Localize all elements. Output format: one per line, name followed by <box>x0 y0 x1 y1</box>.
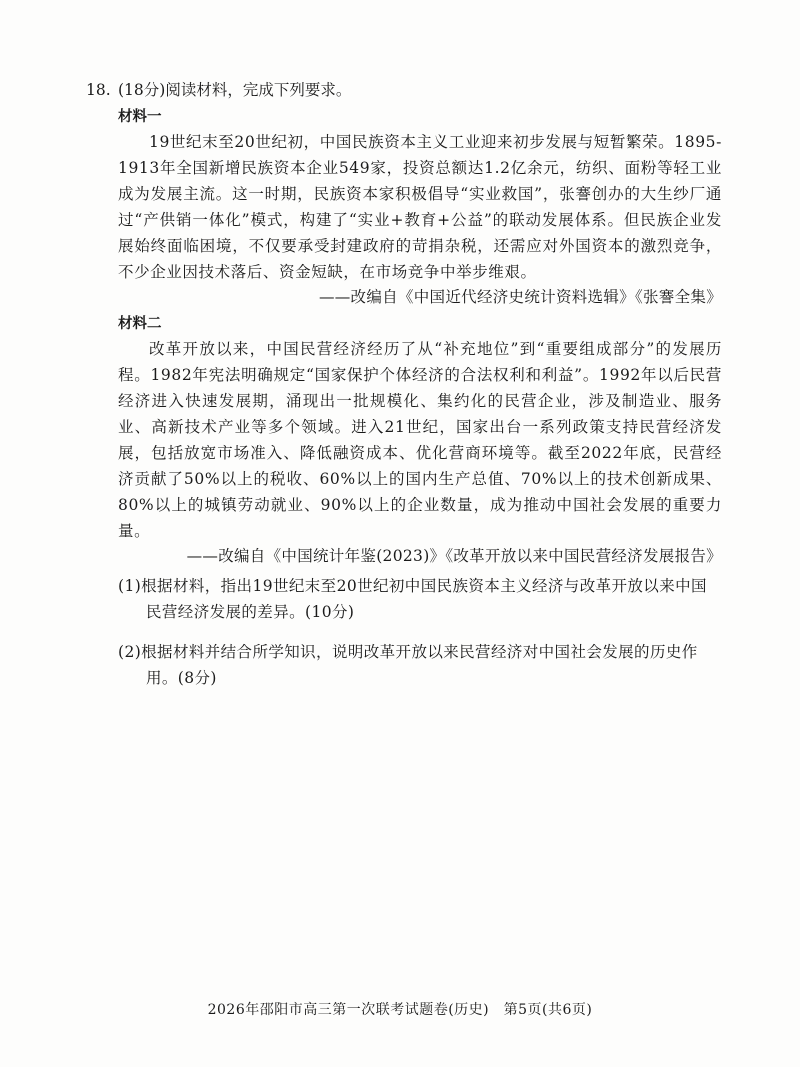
material-1-body: 19世纪末至20世纪初，中国民族资本主义工业迎来初步发展与短暂繁荣。1895-1913年全国新增民族资本企业549家，投资总额达1.2亿余元，纺织、面粉等轻工业成为发展主流。这一时期，民族资本家积极倡导“实业救国”，张謇创办的大生纱厂通过“产供销一体化”模式，构建了“实业+教育+公益”的联动发展体系。但民族企业发展始终面临困境，不仅要承受封建政府的苛捐杂税，还需应对外国资本的激烈竞争，不少企业因技术落后、资金短缺，在市场竞争中举步维艰。 <box>118 133 722 281</box>
material-2-source: ——改编自《中国统计年鉴(2023)》《改革开放以来中国民营经济发展报告》 <box>186 547 722 565</box>
sub-question-2: (2)根据材料并结合所学知识，说明改革开放以来民营经济对中国社会发展的历史作用。(8分) <box>118 643 698 687</box>
material-2-title: 材料二 <box>118 316 162 332</box>
question-18 <box>86 78 722 691</box>
material-1-title: 材料一 <box>118 109 162 125</box>
page-footer: 2026年邵阳市高三第一次联考试题卷(历史) 第5页(共6页) <box>207 1002 593 1018</box>
material-1-source: ——改编自《中国近代经济史统计资料选辑》《张謇全集》 <box>318 288 722 306</box>
material-2-body: 改革开放以来，中国民营经济经历了从“补充地位”到“重要组成部分”的发展历程。1982年宪法明确规定“国家保护个体经济的合法权利和利益”。1992年以后民营经济进入快速发展期，涌现出一批规模化、集约化的民营企业，涉及制造业、服务业、高新技术产业等多个领域。进入21世纪，国家出台一系列政策支持民营经济发展，包括放宽市场准入、降低融资成本、优化营商环境等。截至2022年底，民营经济贡献了50%以上的税收、60%以上的国内生产总值、70%以上的技术创新成果、80%以上的城镇劳动就业、90%以上的企业数量，成为推动中国社会发展的重要力量。 <box>118 340 722 540</box>
question-header <box>86 78 722 103</box>
question-instruction: (18分)阅读材料，完成下列要求。 <box>118 81 352 99</box>
sub-question-1: (1)根据材料，指出19世纪末至20世纪初中国民族资本主义经济与改革开放以来中国民营经济发展的差异。(10分) <box>118 577 707 621</box>
question-number: 18. <box>86 81 111 99</box>
